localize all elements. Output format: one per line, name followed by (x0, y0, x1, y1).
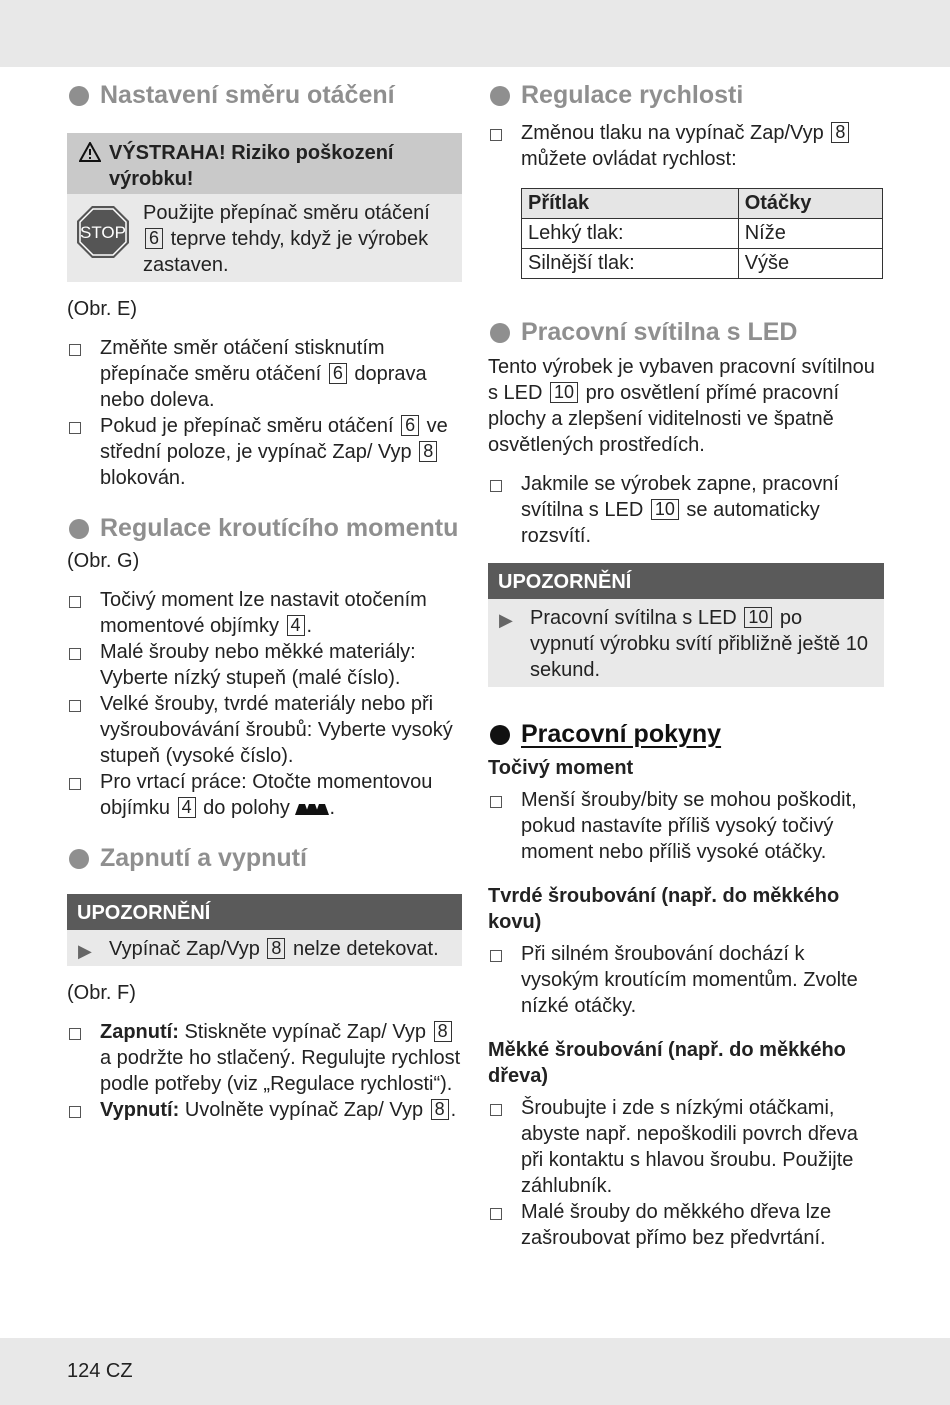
svg-text:STOP: STOP (80, 223, 126, 242)
drill-mode-icon (295, 802, 329, 816)
bullet-list (488, 120, 884, 172)
warning-body: STOP Použijte přepínač směru otáčení 6 teprve tehdy, když je výrobek zastaven. (67, 194, 462, 282)
bullet-list (67, 587, 462, 821)
arrow-right-icon: ▶ (78, 941, 92, 961)
list-item: Menší šrouby/bity se mohou poškodit, pokud nastavíte příliš vysoký točivý moment nebo příliš vysoké otáčky. (488, 787, 884, 865)
part-ref: 4 (287, 615, 305, 636)
list-item: Zapnutí: Stiskněte vypínač Zap/ Vyp 8 a podržte ho stlačený. Regulujte rychlost podle potřeby (viz „Regulace rychlosti“). (67, 1019, 462, 1097)
figure-ref: (Obr. E) (67, 298, 138, 320)
table-row (522, 219, 883, 249)
section-heading-torque: Regulace kroutícího momentu (67, 513, 462, 544)
checkbox-bullet-icon (490, 1208, 502, 1220)
bullet-list (67, 1019, 462, 1123)
note-header: UPOZORNĚNÍ (488, 563, 884, 599)
paragraph: Tento výrobek je vybaven pracovní svítilnou s LED 10 pro osvětlení přímé pracovní plochy a zlepšení viditelnosti ve špatně osvětlených prostředích. (488, 356, 875, 456)
table-header: Přítlak (522, 189, 739, 219)
list-item: Změnou tlaku na vypínač Zap/Vyp 8 můžete ovládat rychlost: (488, 120, 884, 172)
section-heading-rotation-direction: Nastavení směru otáčení (67, 80, 462, 111)
checkbox-bullet-icon (69, 648, 81, 660)
part-ref: 8 (431, 1099, 449, 1120)
table-header-row (522, 189, 883, 219)
part-ref: 4 (178, 797, 196, 818)
right-column (488, 80, 884, 1251)
list-item: Jakmile se výrobek zapne, pracovní svítilna s LED 10 se automaticky rozsvítí. (488, 471, 884, 549)
subheading: Měkké šroubování (např. do měkkého dřeva) (488, 1039, 846, 1087)
checkbox-bullet-icon (69, 422, 81, 434)
bullet-dot-icon (69, 519, 89, 539)
table-cell: Silnější tlak: (522, 249, 739, 279)
part-ref: 6 (145, 228, 163, 249)
table-cell: Lehký tlak: (522, 219, 739, 249)
bullet-list (488, 471, 884, 549)
note-box (67, 894, 462, 966)
note-body: ▶ Vypínač Zap/Vyp 8 nelze detekovat. (67, 930, 462, 966)
bullet-list (488, 1095, 884, 1251)
subheading: Točivý moment (488, 757, 634, 779)
section-heading-led-light: Pracovní svítilna s LED (488, 317, 884, 348)
warning-box (67, 133, 462, 282)
table-row (522, 249, 883, 279)
checkbox-bullet-icon (490, 129, 502, 141)
checkbox-bullet-icon (69, 700, 81, 712)
bottom-band (0, 1338, 950, 1405)
warning-header: VÝSTRAHA! Riziko poškození výrobku! (67, 133, 462, 194)
table-cell: Výše (738, 249, 882, 279)
list-item: Při silném šroubování dochází k vysokým kroutícím momentům. Zvolte nízké otáčky. (488, 941, 884, 1019)
bullet-list (67, 335, 462, 491)
figure-ref: (Obr. G) (67, 550, 140, 572)
checkbox-bullet-icon (69, 1028, 81, 1040)
arrow-right-icon: ▶ (499, 610, 513, 630)
list-item: Šroubujte i zde s nízkými otáčkami, abyste např. nepoškodili povrch dřeva při kontaktu s hlavou šroubu. Použijte záhlubník. (488, 1095, 884, 1199)
speed-table (521, 188, 883, 279)
list-item: Velké šrouby, tvrdé materiály nebo při vyšroubovávání šroubů: Vyberte vysoký stupeň (vysoké číslo). (67, 691, 462, 769)
table-cell: Níže (738, 219, 882, 249)
checkbox-bullet-icon (490, 480, 502, 492)
page-number: 124 CZ (67, 1360, 133, 1382)
part-ref: 6 (401, 415, 419, 436)
left-column (67, 80, 462, 1123)
part-ref: 10 (550, 382, 578, 403)
part-ref: 10 (651, 499, 679, 520)
checkbox-bullet-icon (490, 1104, 502, 1116)
bullet-list (488, 941, 884, 1019)
checkbox-bullet-icon (69, 1106, 81, 1118)
checkbox-bullet-icon (490, 950, 502, 962)
bullet-dot-icon (490, 323, 510, 343)
list-item: Změňte směr otáčení stisknutím přepínače směru otáčení 6 doprava nebo doleva. (67, 335, 462, 413)
list-item: Točivý moment lze nastavit otočením momentové objímky 4 . (67, 587, 462, 639)
checkbox-bullet-icon (69, 596, 81, 608)
bullet-dot-icon (69, 86, 89, 106)
table-header: Otáčky (738, 189, 882, 219)
subheading: Tvrdé šroubování (např. do měkkého kovu) (488, 885, 840, 933)
note-header: UPOZORNĚNÍ (67, 894, 462, 930)
list-item: Pro vrtací práce: Otočte momentovou objímku 4 do polohy . (67, 769, 462, 821)
part-ref: 6 (329, 363, 347, 384)
list-item: Malé šrouby nebo měkké materiály: Vyberte nízký stupeň (malé číslo). (67, 639, 462, 691)
warning-triangle-icon (79, 142, 101, 162)
stop-sign-icon (75, 204, 131, 260)
list-item: Malé šrouby do měkkého dřeva lze zašroubovat přímo bez předvrtání. (488, 1199, 884, 1251)
bullet-dot-icon (490, 86, 510, 106)
section-heading-speed: Regulace rychlosti (488, 80, 884, 111)
part-ref: 8 (831, 122, 849, 143)
part-ref: 8 (419, 441, 437, 462)
section-heading-work-instructions: Pracovní pokyny (488, 719, 884, 750)
part-ref: 8 (267, 938, 285, 959)
bullet-dot-icon (69, 849, 89, 869)
part-ref: 8 (434, 1021, 452, 1042)
checkbox-bullet-icon (69, 344, 81, 356)
list-item: Vypnutí: Uvolněte vypínač Zap/ Vyp 8 . (67, 1097, 462, 1123)
top-band (0, 0, 950, 67)
note-box (488, 563, 884, 687)
bullet-list (488, 787, 884, 865)
figure-ref: (Obr. F) (67, 982, 136, 1004)
checkbox-bullet-icon (490, 796, 502, 808)
checkbox-bullet-icon (69, 778, 81, 790)
note-body: ▶ Pracovní svítilna s LED 10 po vypnutí výrobku svítí přibližně ještě 10 sekund. (499, 607, 868, 681)
bullet-dot-icon (490, 725, 510, 745)
list-item: Pokud je přepínač směru otáčení 6 ve střední poloze, je vypínač Zap/ Vyp 8 blokován. (67, 413, 462, 491)
section-heading-on-off: Zapnutí a vypnutí (67, 843, 462, 874)
part-ref: 10 (744, 607, 772, 628)
